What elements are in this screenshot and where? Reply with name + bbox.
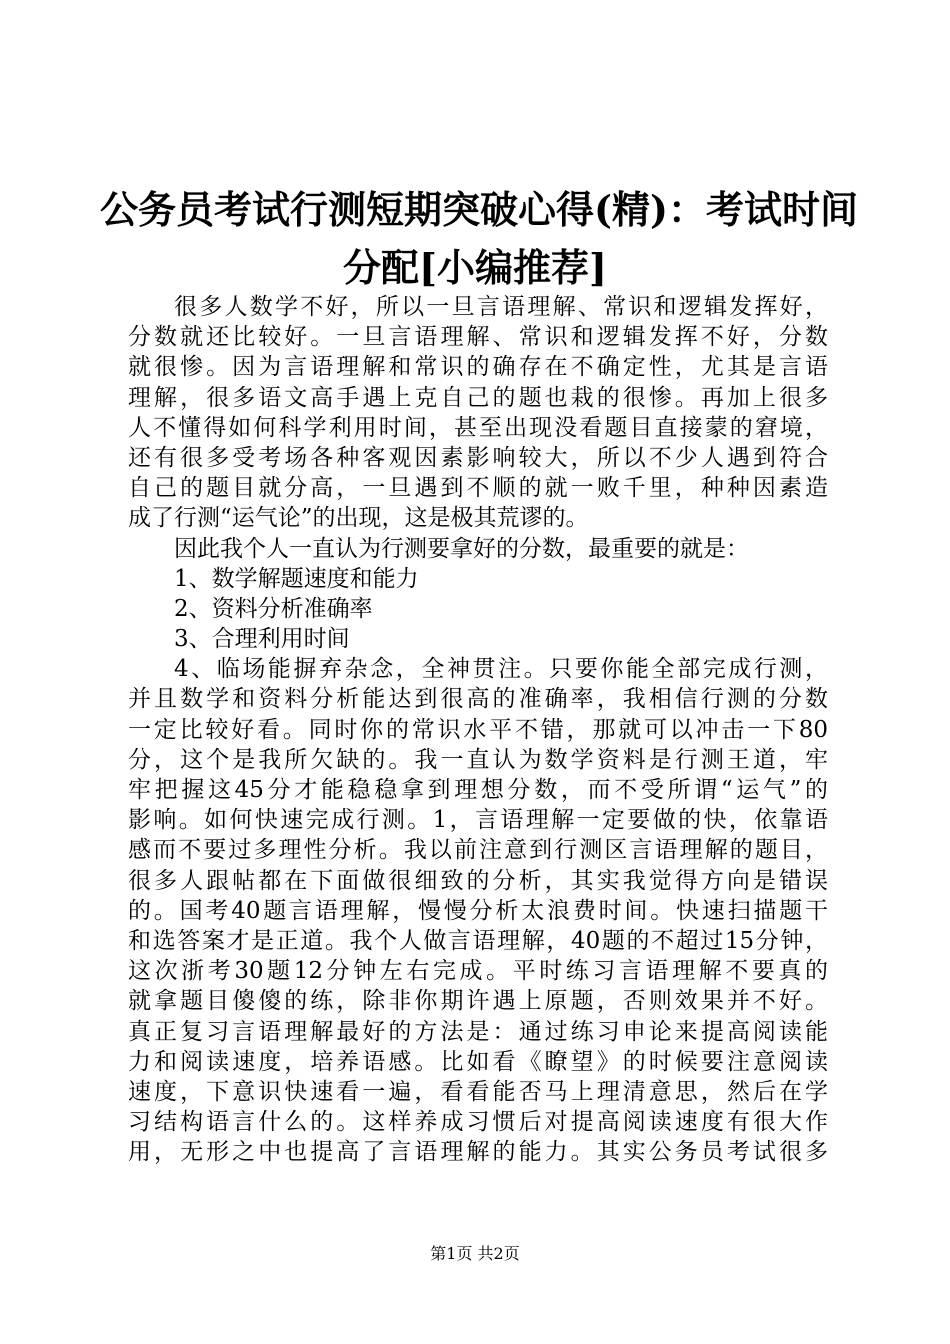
list-item: 4、临场能摒弃杂念，全神贯注。只要你能全部完成行测， (174, 656, 828, 683)
body-line: 因此我个人一直认为行测要拿好的分数，最重要的就是： (174, 535, 749, 562)
body-line: 速度，下意识快速看一遍，看看能否马上理清意思，然后在学 (128, 1078, 828, 1105)
body-line: 力和阅读速度，培养语感。比如看《瞭望》的时候要注意阅读 (128, 1048, 828, 1075)
body-line: 一定比较好看。同时你的常识水平不错，那就可以冲击一下80 (128, 716, 828, 743)
body-line: 习结构语言什么的。这样养成习惯后对提高阅读速度有很大作 (128, 1109, 828, 1136)
body-line: 牢把握这45分才能稳稳拿到理想分数，而不受所谓“运气”的 (128, 777, 828, 803)
body-line: 用，无形之中也提高了言语理解的能力。其实公务员考试很多 (128, 1139, 828, 1166)
body-line: 真正复习言语理解最好的方法是：通过练习申论来提高阅读能 (128, 1018, 828, 1045)
body-line: 分，这个是我所欠缺的。我一直认为数学资料是行测王道，牢 (128, 746, 828, 773)
document-body (128, 292, 828, 1167)
body-line: 的。国考40题言语理解，慢慢分析太浪费时间。快速扫描题干 (128, 897, 828, 924)
body-line: 很多人数学不好，所以一旦言语理解、常识和逻辑发挥好， (174, 294, 828, 320)
body-line: 感而不要过多理性分析。我以前注意到行测区言语理解的题目， (128, 837, 828, 864)
body-line: 和选答案才是正道。我个人做言语理解，40题的不超过15分钟， (128, 927, 828, 954)
body-line: 成了行测“运气论”的出现，这是极其荒谬的。 (128, 505, 589, 532)
body-line: 并且数学和资料分析能达到很高的准确率，我相信行测的分数 (128, 686, 828, 713)
body-line: 理解，很多语文高手遇上克自己的题也栽的很惨。再加上很多 (128, 384, 828, 411)
body-line: 影响。如何快速完成行测。1，言语理解一定要做的快，依靠语 (128, 807, 828, 834)
body-line: 很多人跟帖都在下面做很细致的分析，其实我觉得方向是错误 (128, 867, 828, 894)
body-line: 就很惨。因为言语理解和常识的确存在不确定性，尤其是言语 (128, 354, 828, 381)
body-line: 自己的题目就分高，一旦遇到不顺的就一败千里，种种因素造 (128, 475, 828, 502)
document-title-line-1: 公务员考试行测短期突破心得(精)：考试时间 (100, 187, 858, 232)
body-line: 就拿题目傻傻的练，除非你期许遇上原题，否则效果并不好。 (128, 988, 828, 1015)
body-line: 分数就还比较好。一旦言语理解、常识和逻辑发挥不好，分数 (128, 324, 828, 351)
body-line: 还有很多受考场各种客观因素影响较大，所以不少人遇到符合 (128, 444, 828, 471)
list-item: 1、数学解题速度和能力 (174, 565, 419, 592)
body-line: 人不懂得如何科学利用时间，甚至出现没看题目直接蒙的窘境， (128, 414, 828, 441)
body-line: 这次浙考30题12分钟左右完成。平时练习言语理解不要真的 (128, 958, 828, 985)
list-item: 2、资料分析准确率 (174, 595, 373, 622)
document-title-line-2: 分配[小编推荐] (343, 245, 607, 290)
page-footer: 第1页 共2页 (430, 1244, 520, 1263)
list-item: 3、合理利用时间 (174, 626, 350, 653)
